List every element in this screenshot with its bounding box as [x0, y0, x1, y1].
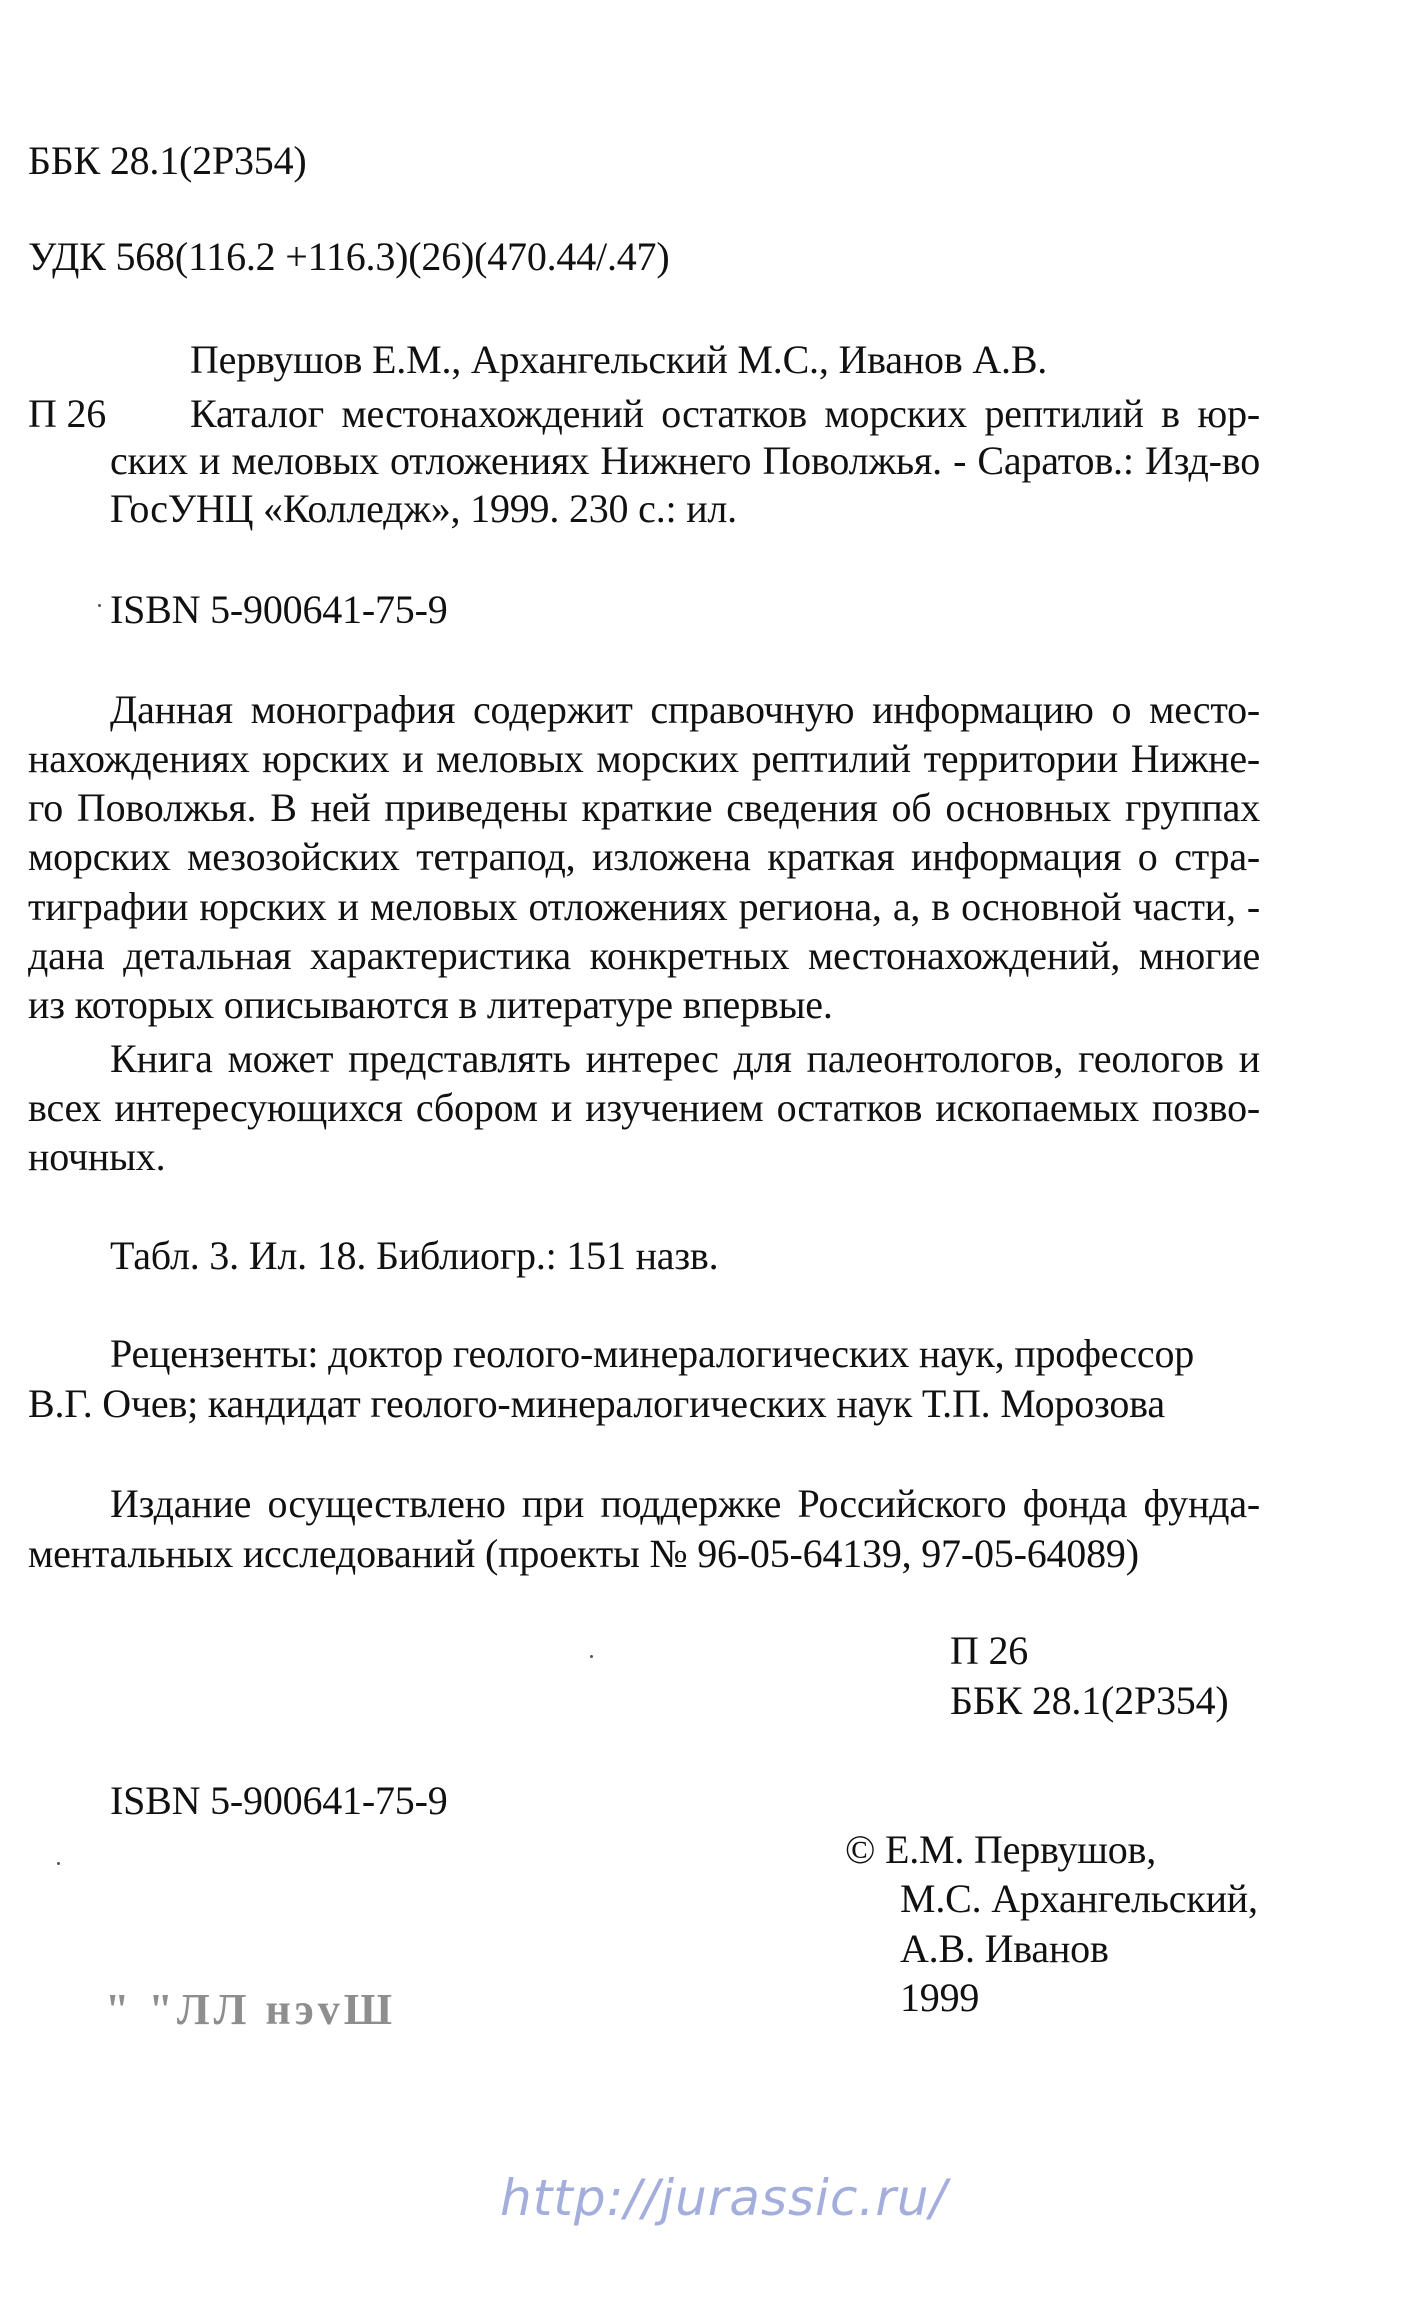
abstract-line-5: тиграфии юрских и меловых отложениях региона, а, в основной части, - — [28, 884, 1260, 929]
isbn-top: ISBN 5-900641-75-9 — [110, 587, 448, 632]
funding-line-1: Издание осуществлено при поддержке Российского фонда фунда- — [110, 1481, 1260, 1526]
author-mark-code: П 26 — [28, 391, 107, 436]
abstract-line-7: из которых описываются в литературе впервые. — [28, 982, 833, 1027]
title-line-1: Каталог местонахождений остатков морских рептилий в юр- — [190, 391, 1260, 436]
copyright-line-3: А.В. Иванов — [900, 1926, 1109, 1971]
udk-code: УДК 568(116.2 +116.3)(26)(470.44/.47) — [28, 234, 670, 279]
audience-line-1: Книга может представлять интерес для палеонтологов, геологов и — [110, 1036, 1260, 1081]
reviewers-line-1: Рецензенты: доктор геолого-минералогических наук, профессор — [110, 1331, 1195, 1376]
title-line-2: ских и меловых отложениях Нижнего Поволжья. - Саратов.: Изд-во — [110, 438, 1260, 483]
authors: Первушов Е.М., Архангельский М.С., Иванов А.В. — [190, 337, 1048, 382]
watermark-url: http://jurassic.ru/ — [500, 2169, 948, 2227]
scan-speck — [590, 1655, 593, 1658]
scan-speck — [57, 1862, 60, 1865]
copyright-line-4: 1999 — [900, 1975, 980, 2020]
abstract-line-4: морских мезозойских тетрапод, изложена краткая информация о стра- — [28, 834, 1260, 879]
abstract-line-3: го Поволжья. В ней приведены краткие сведения об основных группах — [28, 785, 1260, 830]
copyright-line-1: © Е.М. Первушов, — [845, 1827, 1157, 1872]
tables-info: Табл. 3. Ил. 18. Библиогр.: 151 назв. — [110, 1233, 719, 1278]
audience-line-3: ночных. — [28, 1134, 166, 1179]
copyright-line-2: М.С. Архангельский, — [900, 1876, 1258, 1921]
abstract-line-1: Данная монография содержит справочную информацию о место- — [110, 687, 1260, 732]
faint-stamp: " "ЛЛ нэvШ — [105, 1985, 397, 2034]
audience-line-2: всех интересующихся сбором и изучением остатков ископаемых позво- — [28, 1085, 1260, 1130]
index-code: П 26 — [950, 1628, 1029, 1673]
bbk-code: ББК 28.1(2Р354) — [28, 138, 307, 183]
scan-speck — [98, 604, 101, 607]
reviewers-line-2: В.Г. Очев; кандидат геолого-минералогических наук Т.П. Морозова — [28, 1381, 1165, 1426]
abstract-line-2: нахождениях юрских и меловых морских рептилий территории Нижне- — [28, 736, 1260, 781]
abstract-line-6: дана детальная характеристика конкретных местонахождений, многие — [28, 933, 1260, 978]
title-line-3: ГосУНЦ «Колледж», 1999. 230 с.: ил. — [110, 486, 737, 531]
isbn-bottom: ISBN 5-900641-75-9 — [110, 1778, 448, 1823]
funding-line-2: ментальных исследований (проекты № 96-05-64139, 97-05-64089) — [28, 1531, 1139, 1576]
index-bbk: ББК 28.1(2Р354) — [950, 1678, 1229, 1723]
